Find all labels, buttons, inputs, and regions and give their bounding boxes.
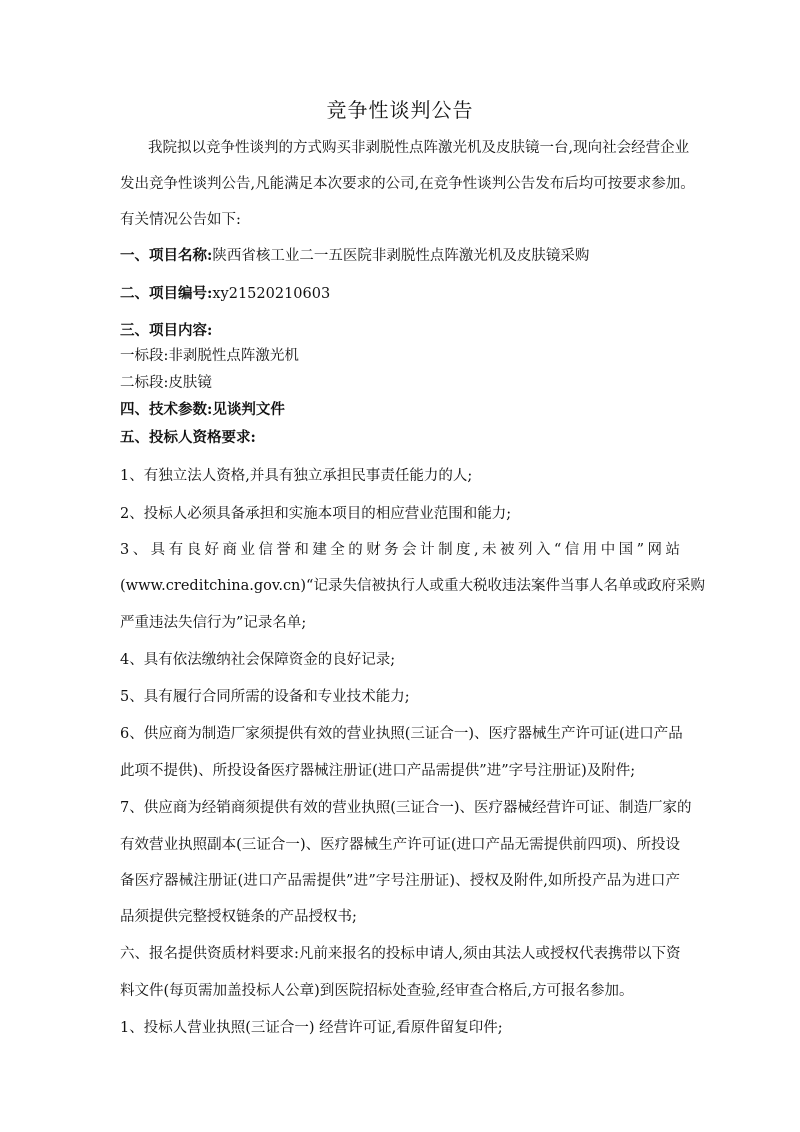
requirement-1: 1、有独立法人资格,并具有独立承担民事责任能力的人; [120, 468, 473, 484]
requirement-3-line-2: (www.creditchina.gov.cn)“记录失信被执行人或重大税收违法案件当事人名单或政府采购 [120, 578, 705, 594]
requirement-3-line-3: 严重违法失信行为”记录名单; [120, 615, 307, 631]
requirement-7-line-1: 7、供应商为经销商须提供有效的营业执照(三证合一)、医疗器械经营许可证、制造厂家的 [120, 800, 692, 816]
intro-line-2: 发出竞争性谈判公告,凡能满足本次要求的公司,在竞争性谈判公告发布后均可按要求参加。 [120, 176, 695, 192]
section-3-item-1: 一标段:非剥脱性点阵激光机 [120, 348, 299, 364]
section-6-line-2: 料文件(每页需加盖投标人公章)到医院招标处查验,经审查合格后,方可报名参加。 [120, 983, 634, 999]
section-4-label: 四、技术参数:见谈判文件 [120, 401, 285, 418]
requirement-6-line-2: 此项不提供)、所投设备医疗器械注册证(进口产品需提供”进”字号注册证)及附件; [120, 763, 636, 779]
requirement-6-line-1: 6、供应商为制造厂家须提供有效的营业执照(三证合一)、医疗器械生产许可证(进口产品 [120, 726, 683, 742]
section-3-label: 三、项目内容: [120, 322, 213, 339]
requirement-7-line-4: 品须提供完整授权链条的产品授权书; [120, 909, 357, 925]
section-1-value: 陕西省核工业二一五医院非剥脱性点阵激光机及皮肤镜采购 [212, 248, 590, 264]
section-1-project-name [120, 246, 589, 266]
section-2-label: 二、项目编号: [120, 285, 213, 302]
intro-line-1: 我院拟以竞争性谈判的方式购买非剥脱性点阵激光机及皮肤镜一台,现向社会经营企业 [148, 140, 690, 156]
requirement-5: 5、具有履行合同所需的设备和专业技术能力; [120, 689, 410, 705]
section-5-label: 五、投标人资格要求: [120, 429, 256, 446]
requirement-7-line-2: 有效营业执照副本(三证合一)、医疗器械生产许可证(进口产品无需提供前四项)、所投设 [120, 837, 680, 853]
requirement-7-line-3: 备医疗器械注册证(进口产品需提供”进”字号注册证)、授权及附件,如所投产品为进口产 [120, 873, 680, 889]
section-1-label: 一、项目名称: [120, 247, 213, 264]
section-2-value: xy21520210603 [212, 286, 331, 302]
intro-line-3: 有关情况公告如下: [120, 212, 241, 228]
requirement-2: 2、投标人必须具备承担和实施本项目的相应营业范围和能力; [120, 506, 512, 522]
section-2-project-number [120, 284, 330, 304]
page-title: 竞争性谈判公告 [326, 98, 474, 122]
requirement-4: 4、具有依法缴纳社会保障资金的良好记录; [120, 652, 396, 668]
requirement-3-line-1: 3、具有良好商业信誉和建全的财务会计制度,未被列入“信用中国”网站 [120, 542, 680, 558]
section-6-line-1: 六、报名提供资质材料要求:凡前来报名的投标申请人,须由其法人或授权代表携带以下资 [120, 946, 681, 962]
section-3-item-2: 二标段:皮肤镜 [120, 375, 212, 391]
section-6-item-1: 1、投标人营业执照(三证合一) 经营许可证,看原件留复印件; [120, 1020, 503, 1036]
